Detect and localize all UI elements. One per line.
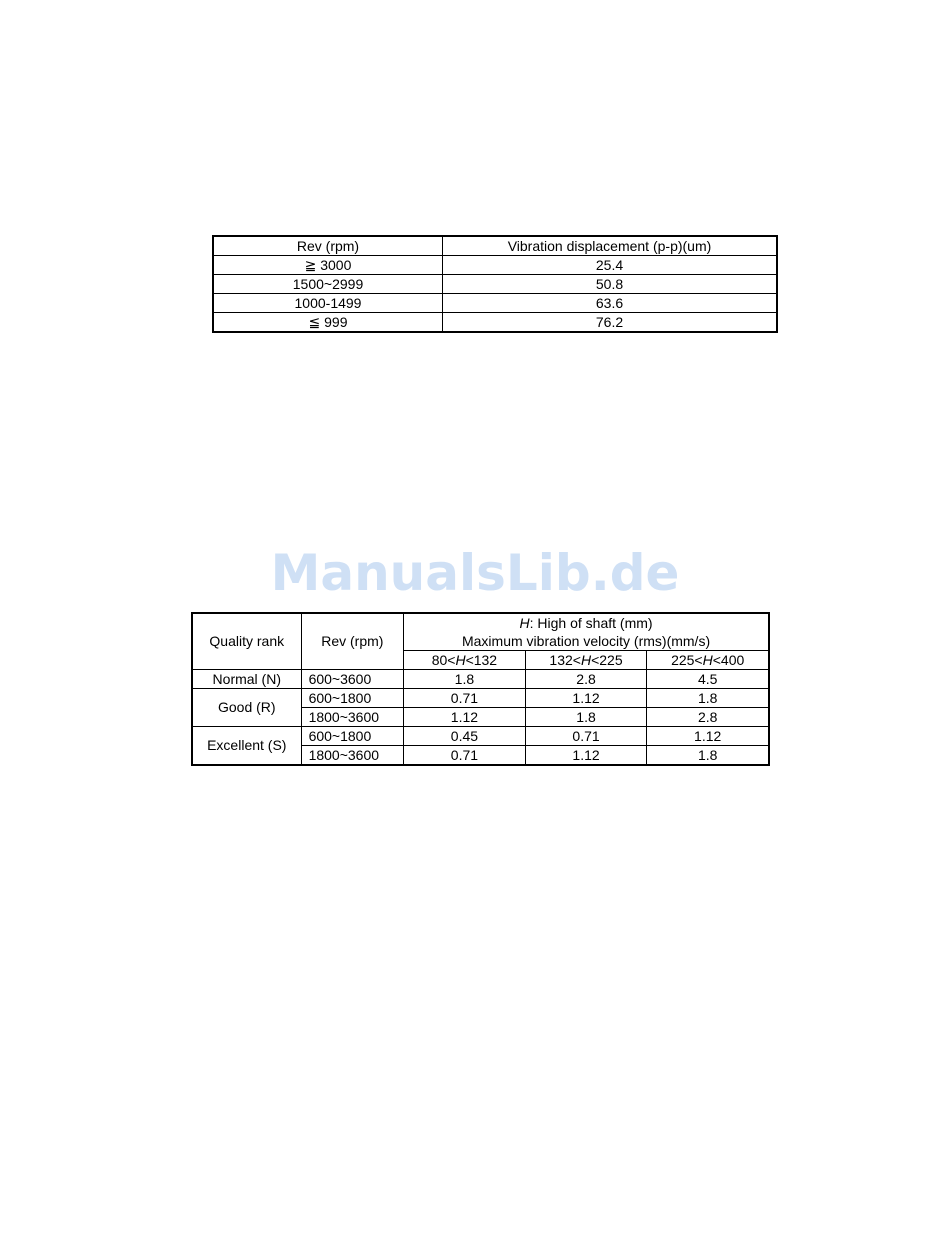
header-velocity: Maximum vibration velocity (rms)(mm/s)	[404, 632, 769, 651]
value-cell: 4.5	[647, 670, 769, 689]
displacement-cell: 76.2	[443, 313, 778, 333]
value-cell: 1.8	[647, 689, 769, 708]
rev-cell: 1800~3600	[301, 708, 404, 727]
value-cell: 2.8	[647, 708, 769, 727]
rev-cell: 1500~2999	[213, 275, 443, 294]
table-row	[213, 256, 777, 275]
header-range: 80<H<132	[404, 651, 526, 670]
header-rev: Rev (rpm)	[213, 236, 443, 256]
rev-cell: 600~1800	[301, 689, 404, 708]
header-displacement: Vibration displacement (p-p)(um)	[443, 236, 778, 256]
value-cell: 2.8	[525, 670, 647, 689]
header-range: 225<H<400	[647, 651, 769, 670]
table-row	[213, 294, 777, 313]
rev-cell: 1000-1499	[213, 294, 443, 313]
value-cell: 1.8	[404, 670, 526, 689]
header-rev: Rev (rpm)	[301, 613, 404, 670]
table-row	[192, 689, 769, 708]
table-row	[192, 670, 769, 689]
table-row	[213, 275, 777, 294]
value-cell: 1.8	[525, 708, 647, 727]
table-header-row	[213, 236, 777, 256]
value-cell: 1.12	[525, 689, 647, 708]
quality-rank-cell: Normal (N)	[192, 670, 301, 689]
quality-rank-cell: Good (R)	[192, 689, 301, 727]
h-label: : High of shaft (mm)	[529, 614, 653, 631]
value-cell: 0.45	[404, 727, 526, 746]
table-row	[192, 727, 769, 746]
rev-cell: ≦ 999	[213, 313, 443, 333]
vibration-velocity-table	[191, 612, 770, 766]
table-row	[213, 313, 777, 333]
table-header-row	[192, 613, 769, 632]
header-quality-rank: Quality rank	[192, 613, 301, 670]
header-shaft-height	[404, 613, 769, 632]
displacement-cell: 63.6	[443, 294, 778, 313]
value-cell: 1.8	[647, 746, 769, 766]
rev-cell: 600~3600	[301, 670, 404, 689]
value-cell: 1.12	[647, 727, 769, 746]
value-cell: 1.12	[404, 708, 526, 727]
rev-cell: 1800~3600	[301, 746, 404, 766]
value-cell: 0.71	[404, 746, 526, 766]
h-variable: H	[519, 614, 530, 631]
rev-cell: 600~1800	[301, 727, 404, 746]
value-cell: 1.12	[525, 746, 647, 766]
value-cell: 0.71	[525, 727, 647, 746]
watermark: ManualsLib.de	[270, 544, 680, 602]
displacement-cell: 50.8	[443, 275, 778, 294]
rev-cell: ≧ 3000	[213, 256, 443, 275]
header-range: 132<H<225	[525, 651, 647, 670]
value-cell: 0.71	[404, 689, 526, 708]
displacement-cell: 25.4	[443, 256, 778, 275]
rev-displacement-table	[212, 235, 778, 333]
quality-rank-cell: Excellent (S)	[192, 727, 301, 766]
